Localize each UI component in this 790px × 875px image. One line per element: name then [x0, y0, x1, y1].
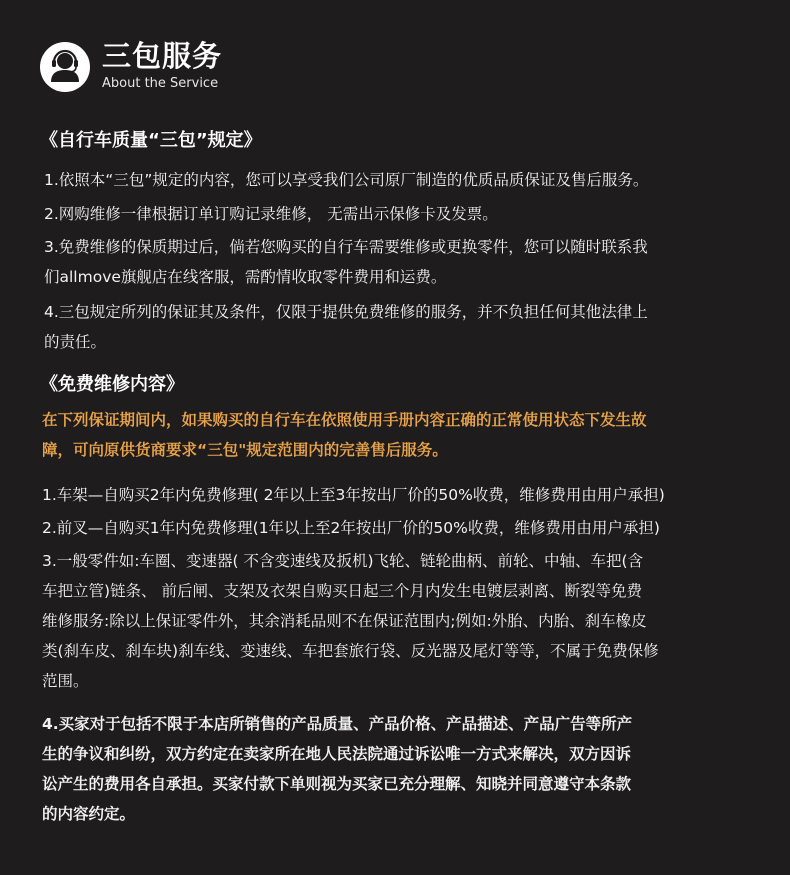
repair-item-2 [42, 513, 660, 543]
warranty-rule-2 [44, 199, 498, 229]
repair-notice-line: 在下列保证期间内，如果购买的自行车在依照使用手册内容正确的正常使用状态下发生故 [42, 411, 647, 429]
repair-notice-line: 障，可向原供货商要求“三包"规定范围内的完善售后服务。 [42, 441, 448, 459]
repair-item-line: 类(刹车皮、刹车块)刹车线、变速线、车把套旅行袋、反光器及尾灯等等，不属于免费保修 [42, 642, 659, 660]
repair-item-line: 3.一般零件如:车圈、变速器( 不含变速线及扳机)飞轮、链轮曲柄、前轮、中轴、车把(含 [42, 552, 644, 570]
repair-item-line: 2.前叉—自购买1年内免费修理(1年以上至2年按出厂价的50%收费，维修费用由用户承担) [42, 519, 660, 537]
warranty-rule-line: 们allmove旗舰店在线客服，需酌情收取零件费用和运费。 [44, 268, 447, 286]
customer-service-headset-icon [40, 42, 90, 92]
repair-notice [42, 405, 647, 465]
repair-item-4 [42, 709, 632, 829]
warranty-rule-line: 的责任。 [44, 333, 107, 351]
repair-item-line: 维修服务:除以上保证零件外，其余消耗品则不在保证范围内;例如:外胎、内胎、刹车橡皮 [42, 612, 647, 630]
warranty-rule-line: 1.依照本“三包”规定的内容，您可以享受我们公司原厂制造的优质品质保证及售后服务。 [44, 171, 649, 189]
repair-item-3 [42, 546, 659, 696]
section-title-free-repair: 《免费维修内容》 [40, 374, 184, 395]
repair-item-line: 车把立管)链条、 前后闸、支架及衣架自购买日起三个月内发生电镀层剥离、断裂等免费 [42, 582, 642, 600]
warranty-rule-line: 4.三包规定所列的保证其及条件，仅限于提供免费维修的服务，并不负担任何其他法律上 [44, 303, 648, 321]
repair-item-line: 生的争议和纠纷，双方约定在卖家所在地人民法院通过诉讼唯一方式来解决，双方因诉 [42, 745, 632, 763]
warranty-rule-4 [44, 297, 648, 357]
repair-item-line: 1.车架—自购买2年内免费修理( 2年以上至3年按出厂价的50%收费，维修费用由用户承担) [42, 486, 665, 504]
repair-item-line: 的内容约定。 [42, 805, 136, 823]
section-title-warranty-rules: 《自行车质量“三包”规定》 [40, 130, 262, 151]
header [40, 40, 222, 93]
warranty-rule-line: 3.免费维修的保质期过后，倘若您购买的自行车需要维修或更换零件，您可以随时联系我 [44, 238, 648, 256]
repair-item-line: 4.买家对于包括不限于本店所销售的产品质量、产品价格、产品描述、产品广告等所产 [42, 715, 633, 733]
repair-item-1 [42, 480, 665, 510]
warranty-rule-line: 2.网购维修一律根据订单订购记录维修， 无需出示保修卡及发票。 [44, 205, 498, 223]
page-title: 三包服务 [102, 39, 223, 73]
repair-item-line: 范围。 [42, 672, 89, 690]
repair-item-line: 讼产生的费用各自承担。买家付款下单则视为买家已充分理解、知晓并同意遵守本条款 [42, 775, 632, 793]
page-subtitle: About the Service [102, 76, 219, 91]
warranty-rule-1 [44, 165, 648, 195]
warranty-rule-3 [44, 232, 648, 292]
